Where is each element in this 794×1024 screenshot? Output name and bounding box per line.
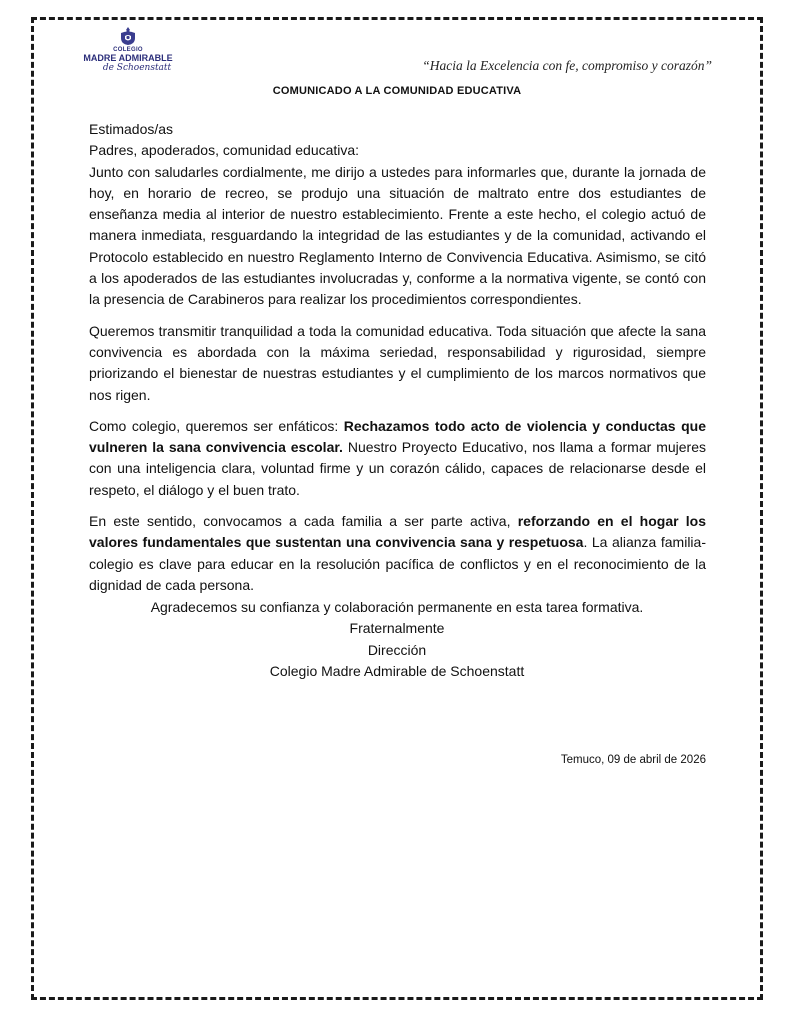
- greeting-line-1: Estimados/as: [89, 121, 174, 137]
- closing-block: [0, 597, 794, 682]
- document-title: COMUNICADO A LA COMUNIDAD EDUCATIVA: [272, 85, 522, 97]
- logo-line-name: MADRE ADMIRABLE: [83, 53, 173, 63]
- paragraph-3: [89, 416, 706, 501]
- closing-school: Colegio Madre Admirable de Schoenstatt: [269, 662, 525, 679]
- closing-signer: Dirección: [367, 641, 427, 658]
- letter-date: Temuco, 09 de abril de 2026: [560, 754, 706, 766]
- paragraph-2: Queremos transmitir tranquilidad a toda la comunidad educativa. Toda situación que afecte la sana convivencia es abordada con la máxima seriedad, responsabilidad y rigurosidad, siempre priorizando el bienestar de nuestras estudiantes y el cumplimiento de los marcos normativos que nos rigen.: [89, 322, 706, 403]
- paragraph-4-emphasis: reforzando en el hogar los valores fundamentales que sustentan una convivencia sana y respetuosa: [89, 513, 706, 551]
- school-logo: [78, 26, 178, 88]
- greeting-line-2: Padres, apoderados, comunidad educativa:: [89, 142, 360, 159]
- logo-line-colegio: COLEGIO: [113, 47, 143, 53]
- paragraph-1: Junto con saludarles cordialmente, me dirijo a ustedes para informarles que, durante la jornada de hoy, en horario de recreo, se produjo una situación de maltrato entre dos estudiantes de enseñanza media al interior de nuestro establecimiento. Frente a este hecho, el colegio actuó de manera inmediata, resguardando la integridad de las estudiantes y de la comunidad, activando el Protocolo establecido en nuestro Reglamento Interno de Convivencia Educativa. Asimismo, se citó a los apoderados de las estudiantes involucradas y, conforme a la normativa vigente, se contó con la presencia de Carabineros para realizar los procedimientos correspondientes.: [89, 163, 706, 308]
- paragraph-4: [89, 511, 706, 596]
- closing-thanks: Agradecemos su confianza y colaboración permanente en esta tarea formativa.: [150, 599, 644, 615]
- letter-body: [89, 119, 706, 596]
- closing-farewell: Fraternalmente: [349, 620, 445, 637]
- school-motto: “Hacia la Excelencia con fe, compromiso y corazón”: [422, 58, 712, 73]
- paragraph-4-intro: En este sentido, convocamos a cada familia a ser parte activa,: [89, 513, 518, 530]
- paragraph-3-emphasis: Rechazamos todo acto de violencia y conductas que vulneren la sana convivencia escolar.: [89, 417, 706, 456]
- paragraph-3-rest: Nuestro Proyecto Educativo, nos llama a formar mujeres con una inteligencia clara, voluntad firme y un corazón cálido, capaces de relacionarse desde el respeto, el diálogo y el buen trato.: [89, 439, 706, 498]
- paragraph-4-rest: . La alianza familia-colegio es clave para educar en la resolución pacífica de conflictos y en el reconocimiento de la dignidad de cada persona.: [89, 534, 706, 593]
- paragraph-3-intro: Como colegio, queremos ser enfáticos:: [89, 417, 344, 434]
- crest-icon: [119, 26, 137, 46]
- logo-line-schoenstatt: de Schoenstatt: [102, 63, 172, 73]
